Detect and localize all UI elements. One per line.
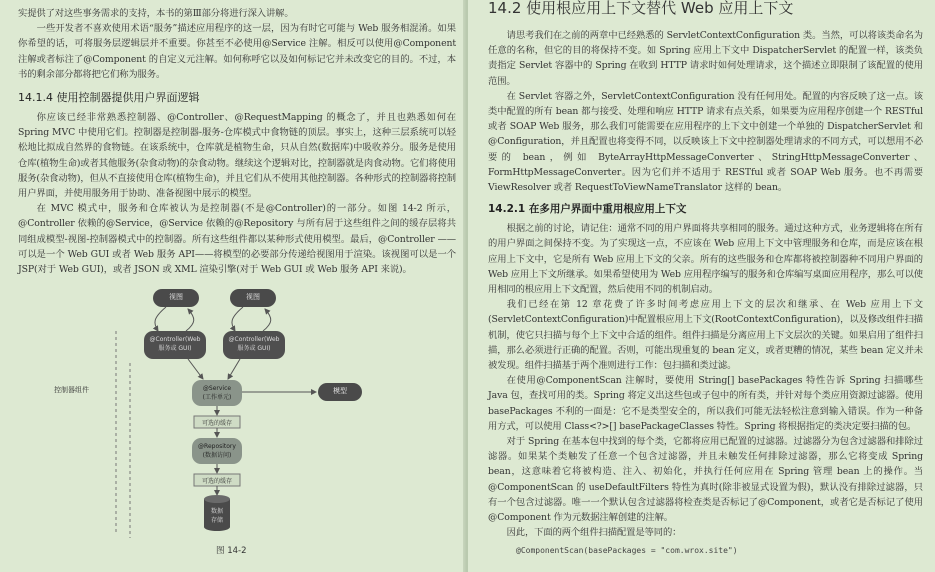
right-paragraph-6: 对于 Spring 在基本包中找到的每个类，它都将应用已配置的过滤器。过滤器分为包含过滤器和排除过滤器。如果某个类触发了任意一个包含过滤器，并且未触发任何排除过滤器，那么它将变成 Spring bean，这意味着它将被构造、注入、初始化，并执行任何应用在 Spring 管理 bean 上的操作。当@ComponentScan 的 useDefaultFilters 特性为真时(除非被显式设置为假)，默认没有排除过滤器，只有一个包含过滤器。唯一一个默认包含过滤器将检查类是否标记了@Component，或者它是否标记了使用@Component 作为元数据注解创建的注解。 (488, 436, 923, 524)
mvc-diagram (18, 283, 458, 545)
section-heading-14-2: 14.2 使用根应用上下文替代 Web 应用上下文 (488, 0, 794, 17)
model-label: 模型 (333, 387, 347, 396)
figure-caption: 图 14-2 (216, 546, 247, 557)
section-heading-14-2-1: 14.2.1 在多用户界面中重用根应用上下文 (488, 203, 687, 216)
controller-label-2: @Controller(Web 服务或 GUI) (228, 336, 280, 353)
view-label-2: 视图 (246, 293, 260, 302)
left-paragraph-3: 你应该已经非常熟悉控制器、@Controller、@RequestMapping 的概念了，并且也熟悉如何在 Spring MVC 中使用它们。控制器是控制器-服务-仓库模式中食物链的顶层。事实上，这种三层系统可以轻松地比拟成自然界的食物链。在该系统中，仓库就是植物生命，只从自然(数据库)中吸收养分。服务是使用仓库(植物生命)或者其他服务(杂食动物)的杂食动物。继续这个逻辑对比，控制器就是肉食动物。它们将使用服务(杂食动物)，但从不直接使用仓库(植物生命)，并且它们从不使用其他控制器。各种形式的控制器将控制用户界面，并使用服务用于协助、准备视图中展示的模型。 (18, 112, 456, 200)
section-heading-14-1-4: 14.1.4 使用控制器提供用户界面逻辑 (18, 91, 200, 105)
right-paragraph-2: 在 Servlet 容器之外，ServletContextConfiguration 没有任何用处。配置的内容反映了这一点。该类中配置的所有 bean 都与接受、处理和响应 HTTP 请求有点关系，如果要为应用程序创建一个 RESTful 或者 SOAP Web 服务，那么我们可能需要在应用程序的上下文中创建一个单独的 DispatcherServlet 和@Configuration，并且配置也将变得不同，以反映该上下文中控制器处理请求的不同方式，可以想用不必要的 bean，例如 ByteArrayHttpMessageConverter、StringHttpMessageConverter、FormHttpMessageConverter。因为它们并不适用于 RESTful 或者 SOAP Web 服务。也不再需要 ViewResolver 或者 RequestToViewNameTranslator 这样的 bean。 (488, 90, 923, 194)
right-paragraph-7: 因此，下面的两个组件扫描配置是等同的： (506, 527, 682, 539)
service-label: @Service (工作单元) (202, 385, 232, 402)
view-label-1: 视图 (169, 293, 183, 302)
right-paragraph-5: 在使用@ComponentScan 注解时，要使用 String[] basePackages 特性告诉 Spring 扫描哪些 Java 包，查找可用的类。Spring 将定义出这些包或子包中的所有类，并针对每个类应用资源过滤器。使用 basePackages 不利的一面是：它不是类型安全的，所以我们可能无法轻松注意到输入错误。作为一种备用方式，可以使用 Class<?>[] basePackageClasses 特性。Spring 将根据指定的类决定要扫描的包。 (488, 375, 923, 432)
cache-label-1: 可选的缓存 (201, 420, 232, 428)
right-paragraph-1: 请思考我们在之前的两章中已经熟悉的 ServletContextConfiguration 类。当然，可以将该类命名为任意的名称，但它的目的将保持不变。如 Spring 应用上下文中 DispatcherServlet 的配置一样，该类负责指定 Servlet 容器中的 Spring 在收到 HTTP 请求时如何处理请求，这个描述立即限制了该配置的使用范围。 (488, 30, 923, 87)
controller-group-label: 控制器组件 (54, 386, 89, 395)
right-page (468, 0, 935, 572)
cache-label-2: 可选的缓存 (201, 478, 232, 486)
figure-14-2 (18, 283, 456, 558)
controller-label-1: @Controller(Web 服务或 GUI) (149, 336, 201, 353)
code-snippet: @ComponentScan(basePackages = "com.wrox.site") (516, 545, 738, 555)
left-paragraph-2: 一些开发者不喜欢使用术语“服务”描述应用程序的这一层，因为有时它可能与 Web 服务相混淆。如果你希望的话，可将服务层逻辑层并不重要。你甚至不必使用@Service 注解。相反可以使用@Component 注解或者标注了@Component 的自定义元注解。如何称呼它以及如何标记它并未改变它的目的。不过，本书的剩余部分都将把它们称为服务。 (18, 23, 456, 80)
left-paragraph-4: 在 MVC 模式中，服务和仓库被认为是控制器(不是@Controller)的一部分。如图 14-2 所示，@Controller 依赖的@Service，@Service 依赖的@Repository 与所有居于这些组件之间的缓存层将共同组成模型-视图-控制器模式中的控制器。所有这些组件都以某种形式使用模型。最后，@Controller ——可以是一个 Web GUI 或者 Web 服务 API——将模型的必要部分传递给视图用于渲染。该视图可以是一个 JSP(对于 Web GUI)，或者 JSON 或 XML 渲染引擎(对于 Web GUI 或 Web 服务 API 来说)。 (18, 203, 456, 276)
right-paragraph-3: 根据之前的讨论，请记住：通常不同的用户界面将共享相同的服务。通过这种方式，业务逻辑将在所有的用户界面之间保持不变。为了实现这一点，不应该在 Web 应用上下文中管理服务和仓库，而是应该在根应用上下文中，它是所有 Web 应用上下文的父亲。所有的这些服务和仓库都将被控制器种不同用户界面的 Web 应用上下文所继承。如果希望使用为 Web 应用程序编写的服务和仓库编写桌面应用程序，那么可以使用相同的根应用上下文配置，然后使用不同的机制启动。 (488, 223, 923, 296)
repository-label: @Repository (数据访问) (198, 443, 236, 460)
datastore-label: 数据 存储 (210, 508, 223, 525)
left-page (0, 0, 466, 572)
left-paragraph-1: 实提供了对这些事务需求的支持，本书的第Ⅲ部分将进行深入讲解。 (18, 8, 294, 19)
right-paragraph-4: 我们已经在第 12 章花费了许多时间考虑应用上下文的层次和继承、在 Web 应用上下文(ServletContextConfiguration)中配置根应用上下文(RootContextConfiguration)，以及修改组件扫描机制，使它只扫描与每个上下文中合适的组件。组件扫描是分离应用上下文层次的关键。如果启用了组件扫描，那么必须进行正确的配置。否则，可能出现重复的 bean 定义，或者更糟的情况，某些 bean 定义并未被发现。组件扫描基于两个准则进行工作：包扫描和类过滤。 (488, 299, 923, 372)
